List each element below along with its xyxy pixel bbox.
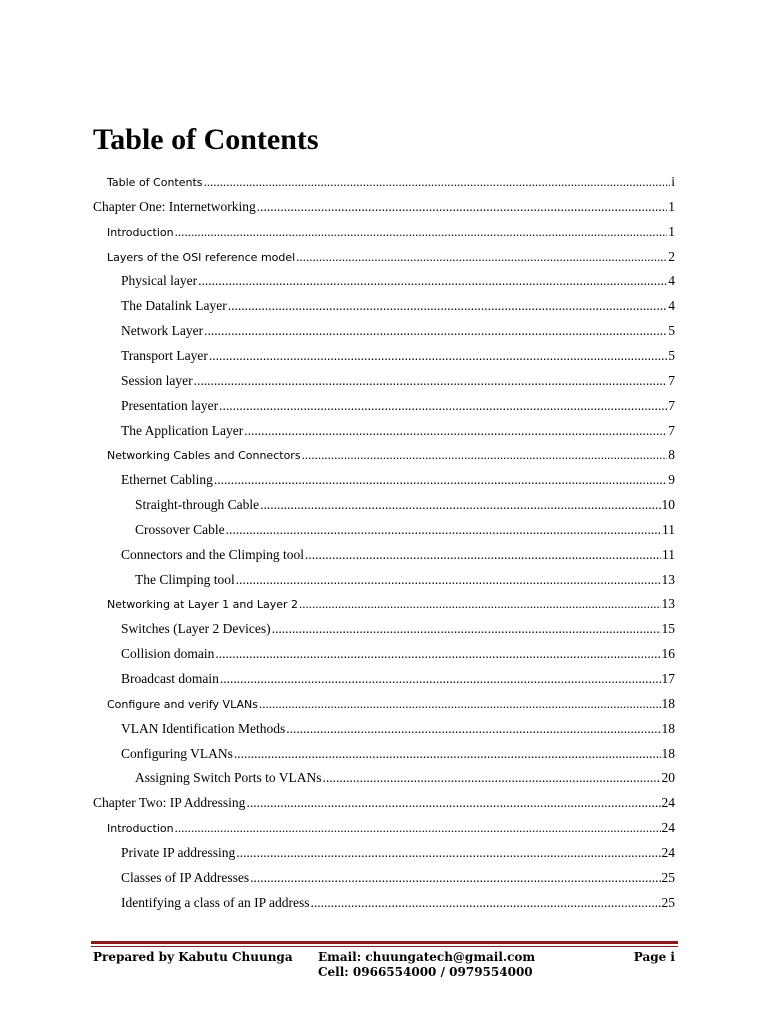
toc-entry-title: Classes of IP Addresses xyxy=(121,869,250,885)
toc-entry[interactable] xyxy=(107,592,675,617)
toc-entry-title: Networking at Layer 1 and Layer 2 xyxy=(107,598,299,612)
toc-leader-dots xyxy=(310,891,660,915)
toc-entry-page: 11 xyxy=(662,521,675,537)
toc-entry[interactable] xyxy=(121,344,675,369)
toc-entry-title: Assigning Switch Ports to VLANs xyxy=(135,770,322,786)
toc-leader-dots xyxy=(323,766,661,790)
footer-email: Email: chuungatech@gmail.com xyxy=(318,950,536,964)
toc-entry-title: Physical layer xyxy=(121,273,198,289)
toc-entry-title: The Datalink Layer xyxy=(121,298,227,314)
toc-entry[interactable] xyxy=(107,220,675,245)
toc-entry[interactable] xyxy=(135,568,675,593)
toc-leader-dots xyxy=(204,170,671,194)
toc-leader-dots xyxy=(226,518,661,542)
toc-entry-page: 13 xyxy=(661,571,675,587)
toc-entry[interactable] xyxy=(107,245,675,270)
toc-entry[interactable] xyxy=(121,841,675,866)
toc-entry-page: 18 xyxy=(661,695,675,711)
toc-entry[interactable] xyxy=(107,692,675,717)
toc-entry[interactable] xyxy=(121,742,675,767)
toc-entry-title: Network Layer xyxy=(121,323,204,339)
toc-entry-page: 1 xyxy=(668,223,675,239)
toc-entry-title: Configuring VLANs xyxy=(121,745,233,761)
toc-entry-page: 5 xyxy=(668,323,675,339)
toc-entry-title: Identifying a class of an IP address xyxy=(121,894,310,910)
toc-leader-dots xyxy=(286,717,660,741)
toc-entry[interactable] xyxy=(121,369,675,394)
toc-entry-page: 4 xyxy=(668,298,675,314)
toc-entry[interactable] xyxy=(121,269,675,294)
toc-entry-title: VLAN Identification Methods xyxy=(121,720,286,736)
toc-entry-title: Introduction xyxy=(107,225,174,239)
toc-entry[interactable] xyxy=(121,642,675,667)
toc-entry[interactable] xyxy=(107,170,675,195)
toc-entry-page: 18 xyxy=(661,745,675,761)
toc-entry-page: 8 xyxy=(668,447,675,463)
toc-leader-dots xyxy=(204,319,667,343)
toc-entry-page: 7 xyxy=(668,372,675,388)
toc-entry-title: Configure and verify VLANs xyxy=(107,697,258,711)
toc-leader-dots xyxy=(209,344,667,368)
toc-entry[interactable] xyxy=(121,294,675,319)
toc-entry-title: Layers of the OSI reference model xyxy=(107,250,296,264)
toc-entry-page: 24 xyxy=(661,820,675,836)
toc-leader-dots xyxy=(260,493,660,517)
toc-entry-page: 13 xyxy=(661,596,675,612)
toc-entry[interactable] xyxy=(93,791,675,816)
toc-entry-title: Private IP addressing xyxy=(121,844,236,860)
toc-entry[interactable] xyxy=(107,443,675,468)
footer-rule-thin xyxy=(91,946,678,947)
toc-entry-page: 25 xyxy=(661,894,675,910)
toc-entry-page: i xyxy=(671,174,675,189)
toc-leader-dots xyxy=(219,394,667,418)
toc-leader-dots xyxy=(215,642,660,666)
toc-entry-title: Straight-through Cable xyxy=(135,497,260,513)
toc-entry[interactable] xyxy=(93,195,675,220)
page-title: Table of Contents xyxy=(93,123,319,156)
toc-entry-page: 1 xyxy=(668,198,675,214)
footer-author: Prepared by Kabutu Chuunga xyxy=(93,950,293,964)
toc-entry[interactable] xyxy=(135,518,675,543)
toc-entry-page: 15 xyxy=(661,621,675,637)
footer-page-number: Page i xyxy=(633,950,675,964)
footer-rule xyxy=(91,941,678,944)
toc-entry-page: 9 xyxy=(668,472,675,488)
toc-entry-title: Networking Cables and Connectors xyxy=(107,449,301,463)
toc-leader-dots xyxy=(299,592,660,616)
toc-entry[interactable] xyxy=(121,891,675,916)
toc-entry-page: 20 xyxy=(661,770,675,786)
toc-entry-title: Connectors and the Climping tool xyxy=(121,546,304,562)
toc-entry[interactable] xyxy=(121,394,675,419)
toc-entry-page: 25 xyxy=(661,869,675,885)
toc-entry[interactable] xyxy=(121,866,675,891)
toc-entry-title: Chapter Two: IP Addressing xyxy=(93,795,246,811)
toc-leader-dots xyxy=(257,195,668,219)
toc-entry-title: Collision domain xyxy=(121,646,215,662)
toc-leader-dots xyxy=(175,816,661,840)
toc-entry[interactable] xyxy=(121,419,675,444)
toc-leader-dots xyxy=(236,568,661,592)
toc-entry[interactable] xyxy=(121,617,675,642)
toc-entry-page: 7 xyxy=(668,397,675,413)
toc-entry-title: Introduction xyxy=(107,822,174,836)
toc-entry[interactable] xyxy=(135,766,675,791)
toc-entry-title: Table of Contents xyxy=(107,176,203,189)
toc-entry[interactable] xyxy=(121,543,675,568)
toc-entry[interactable] xyxy=(135,493,675,518)
toc-entry-page: 2 xyxy=(668,248,675,264)
toc-entry-page: 18 xyxy=(661,720,675,736)
toc-entry[interactable] xyxy=(107,816,675,841)
toc-leader-dots xyxy=(236,841,660,865)
toc-entry[interactable] xyxy=(121,717,675,742)
toc-entry-page: 11 xyxy=(662,546,675,562)
toc-leader-dots xyxy=(198,269,667,293)
toc-entry[interactable] xyxy=(121,468,675,493)
toc-entry-title: The Climping tool xyxy=(135,571,235,587)
toc-entry-page: 5 xyxy=(668,347,675,363)
toc-entry-title: Chapter One: Internetworking xyxy=(93,198,256,214)
toc-leader-dots xyxy=(246,791,660,815)
toc-entry[interactable] xyxy=(121,319,675,344)
toc-entry-page: 7 xyxy=(668,422,675,438)
toc-entry-page: 10 xyxy=(661,497,675,513)
toc-entry-title: Switches (Layer 2 Devices) xyxy=(121,621,271,637)
toc-entry-title: Presentation layer xyxy=(121,397,219,413)
toc-leader-dots xyxy=(175,220,668,244)
toc-entry-title: Crossover Cable xyxy=(135,521,225,537)
toc-entry-page: 16 xyxy=(661,646,675,662)
toc-leader-dots xyxy=(296,245,667,269)
toc-leader-dots xyxy=(214,468,667,492)
toc-entry[interactable] xyxy=(121,667,675,692)
footer-cell: Cell: 0966554000 / 0979554000 xyxy=(318,965,533,979)
toc-leader-dots xyxy=(234,742,661,766)
toc-leader-dots xyxy=(244,419,667,443)
toc-entry-title: Transport Layer xyxy=(121,347,208,363)
toc-entry-title: The Application Layer xyxy=(121,422,244,438)
toc-leader-dots xyxy=(259,692,661,716)
toc-leader-dots xyxy=(220,667,661,691)
toc-entry-page: 24 xyxy=(661,844,675,860)
toc-entry-title: Session layer xyxy=(121,372,193,388)
toc-leader-dots xyxy=(272,617,661,641)
toc-leader-dots xyxy=(305,543,661,567)
toc-leader-dots xyxy=(302,443,668,467)
toc-entry-title: Ethernet Cabling xyxy=(121,472,213,488)
toc-leader-dots xyxy=(228,294,668,318)
toc-leader-dots xyxy=(194,369,668,393)
toc-leader-dots xyxy=(250,866,660,890)
toc-entry-page: 4 xyxy=(668,273,675,289)
toc-entry-title: Broadcast domain xyxy=(121,671,219,686)
toc-entry-page: 17 xyxy=(661,671,675,686)
toc-entry-page: 24 xyxy=(661,795,675,811)
